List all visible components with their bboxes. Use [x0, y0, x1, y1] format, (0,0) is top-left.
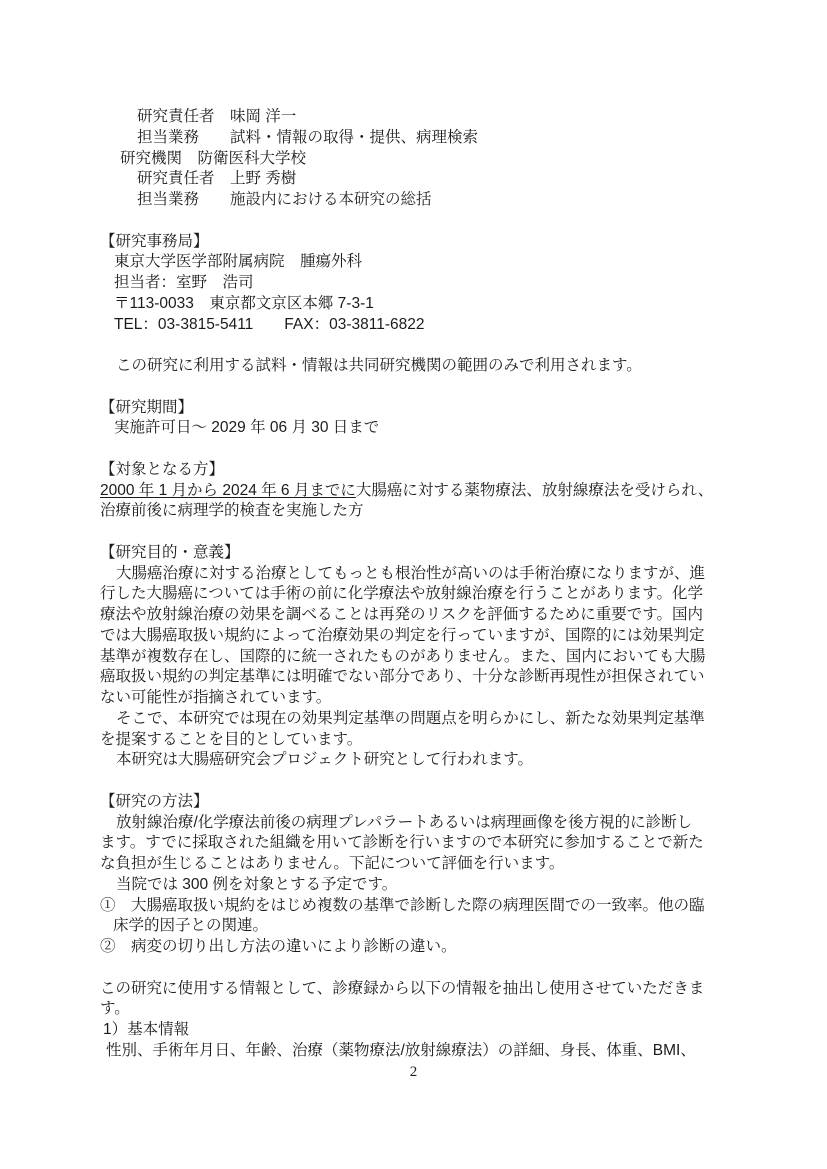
methods-paragraph-line: ます。すでに採取された組織を用いて診断を行いますので本研究に参加することで新た	[100, 834, 704, 852]
blank-line	[100, 771, 720, 792]
office-address-line: 〒113-0033 東京都文京区本郷 7-3-1	[114, 294, 374, 312]
methods-section-heading: 【研究の方法】	[100, 792, 209, 810]
duty-value: 施設内における本研究の総括	[230, 191, 432, 208]
subjects-line-rest: 大腸癌に対する薬物療法、放射線療法を受けられ、	[355, 481, 714, 499]
institution-line: 研究機関 防衛医科大学校	[120, 149, 307, 167]
page-number: 2	[409, 1064, 418, 1080]
duty-line: 担当業務 試料・情報の取得・提供、病理検索	[137, 128, 479, 146]
office-telfax-line: TEL：03-3815-5411 FAX：03-3811-6822	[114, 315, 425, 333]
basic-info-heading-line: 1）基本情報	[103, 1021, 190, 1038]
purpose-paragraph-line: そこで、本研究では現在の効果判定基準の問題点を明らかにし、新たな効果判定基準	[116, 709, 705, 727]
purpose-paragraph-line: 行した大腸癌については手術の前に化学療法や放射線治療を行うことがあります。化学	[100, 585, 703, 603]
blank-line	[100, 958, 720, 979]
office-contact-line: 担当者：室野 浩司	[114, 274, 254, 291]
blank-line	[100, 522, 720, 543]
principal-investigator-line: 研究責任者 上野 秀樹	[137, 170, 297, 188]
basic-info-detail-line: 性別、手術年月日、年齢、治療（薬物療法/放射線療法）の詳細、身長、体重、BMI、	[106, 1041, 696, 1059]
numbered-item-line: ② 病変の切り出し方法の違いにより診断の違い。	[100, 938, 457, 955]
principal-investigator-line: 研究責任者 味岡 洋一	[137, 108, 297, 125]
purpose-paragraph-line: では大腸癌取扱い規約によって治療効果の判定を行っていますが、国際的には効果判定	[100, 626, 705, 644]
blank-line	[100, 439, 720, 460]
purpose-section-heading: 【研究目的・意義】	[100, 543, 240, 561]
numbered-item-line: ① 大腸癌取扱い規約をはじめ複数の基準で診断した際の病理医間での一致率。他の臨	[100, 896, 705, 914]
purpose-paragraph-line: 本研究は大腸癌研究会プロジェクト研究として行われます。	[116, 751, 533, 769]
purpose-paragraph-line: 大腸癌治療に対する治療としてもっとも根治性が高いのは手術治療になりますが、進	[116, 564, 706, 582]
methods-paragraph-line: 放射線治療/化学療法前後の病理プレパラートあるいは病理画像を後方視的に診断し	[116, 813, 693, 831]
purpose-paragraph-line: 基準が複数存在し、国際的に統一されたものがありません。また、国内においても大腸	[100, 647, 706, 665]
blank-line	[100, 377, 720, 398]
subjects-line	[100, 481, 720, 502]
info-usage-intro-line: す。	[100, 1000, 130, 1018]
methods-paragraph-line: な負担が生じることはありません。下記について評価を行います。	[100, 855, 565, 872]
office-organization-line: 東京大学医学部附属病院 腫瘍外科	[114, 253, 363, 271]
info-usage-intro-line: この研究に使用する情報として、診療録から以下の情報を抽出し使用させていただきま	[100, 979, 705, 997]
duty-line	[137, 190, 720, 211]
document-content	[100, 107, 720, 1062]
subjects-section-heading: 【対象となる方】	[100, 460, 225, 478]
numbered-item-wrap-line: 床学的因子との関連。	[113, 917, 269, 935]
purpose-paragraph-line: 癌取扱い規約の判定基準には明確でない部分であり、十分な診断再現性が担保されてい	[100, 668, 705, 686]
purpose-paragraph-line: 療法や放射線治療の効果を調べることは再発のリスクを評価するために重要です。国内	[100, 606, 703, 623]
duty-label: 担当業務	[137, 191, 231, 208]
blank-line	[100, 211, 720, 232]
blank-line	[100, 335, 720, 356]
usage-note-line: この研究に利用する試料・情報は共同研究機関の範囲のみで利用されます。	[116, 357, 642, 374]
subjects-date-range-underlined: 2000 年 1 月から 2024 年 6 月までに	[100, 481, 356, 499]
subjects-line: 治療前後に病理学的検査を実施した方	[100, 502, 364, 520]
office-section-heading: 【研究事務局】	[100, 232, 209, 250]
purpose-paragraph-line: ない可能性が指摘されています。	[100, 689, 332, 706]
period-section-heading: 【研究期間】	[100, 398, 194, 416]
period-value-line: 実施許可日～ 2029 年 06 月 30 日まで	[114, 419, 380, 437]
purpose-paragraph-line: を提案することを目的としています。	[100, 730, 363, 748]
case-count-line: 当院では 300 例を対象とする予定です。	[116, 875, 398, 893]
